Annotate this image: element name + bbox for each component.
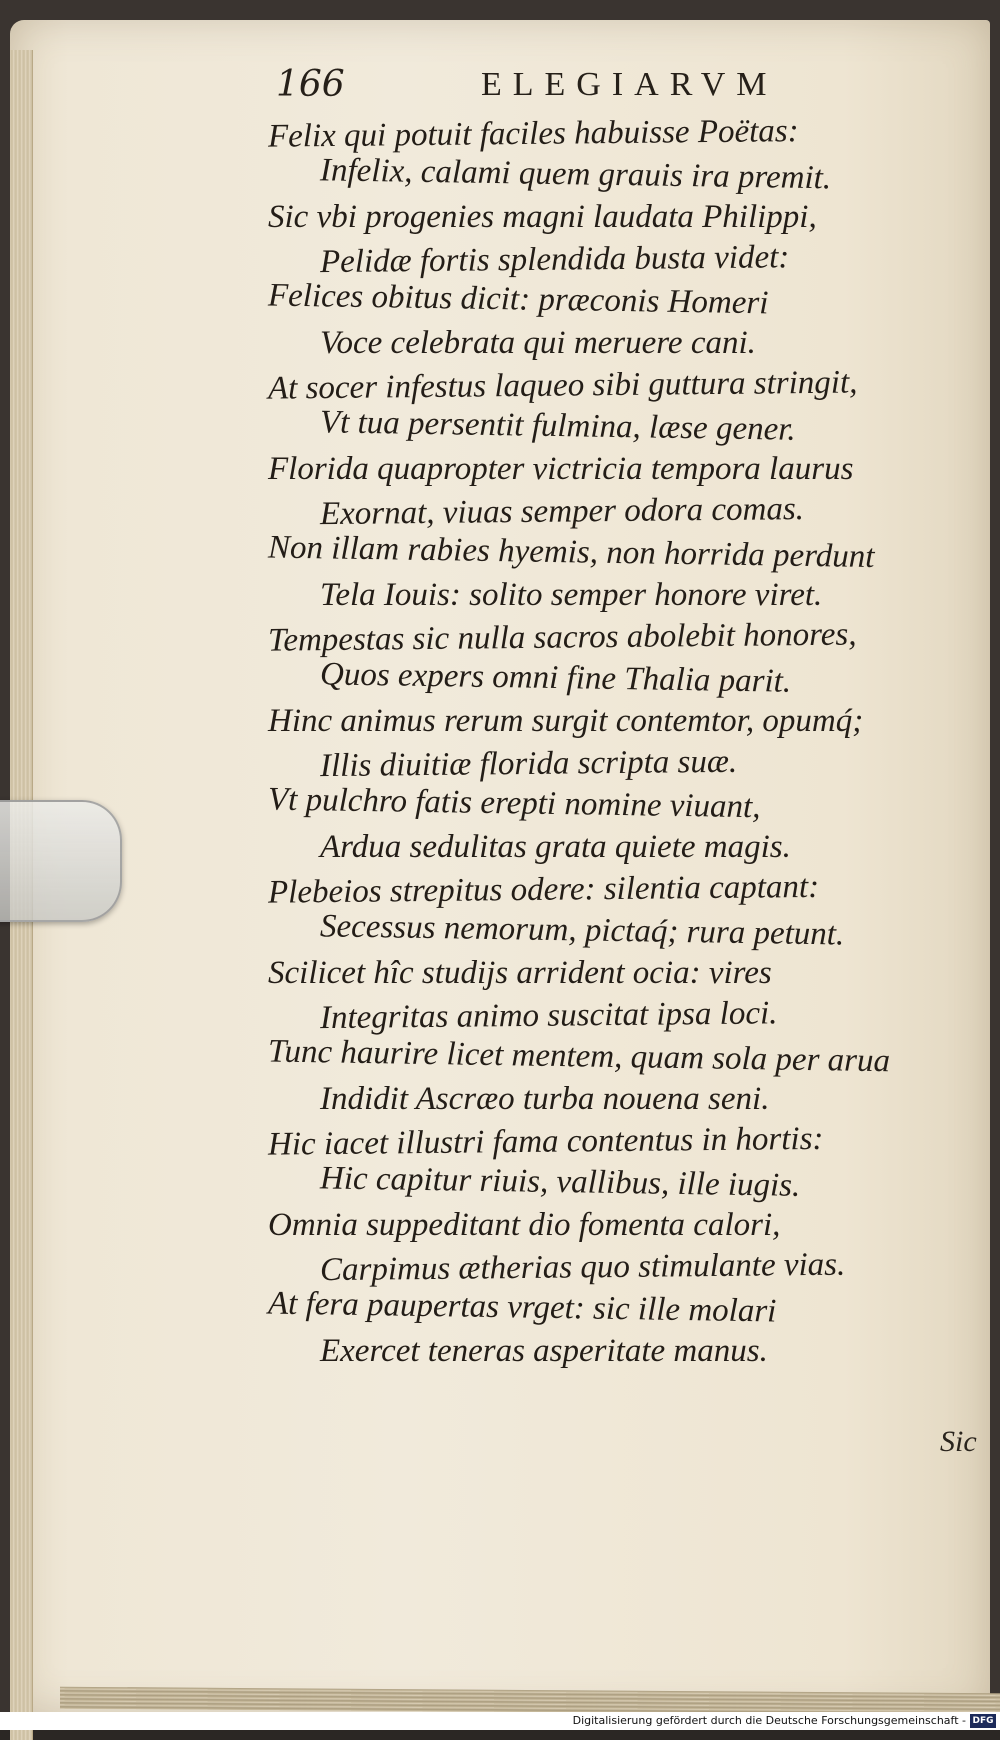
verse-line: Illis diuitiæ florida scripta suæ. [319, 743, 738, 785]
verse-line: At socer infestus laqueo sibi guttura stringit, [267, 364, 858, 407]
verse-line: Carpimus ætherias quo stimulante vias. [319, 1246, 846, 1289]
running-title: ELEGIARVM [481, 66, 778, 103]
verse-line: Infelix, calami quem grauis ira premit. [319, 152, 832, 197]
footer-bar [0, 1712, 1000, 1730]
verse-line: Vt pulchro fatis erepti nomine viuant, [267, 781, 761, 826]
verse-line: Quos expers omni fine Thalia parit. [319, 656, 792, 700]
verse-line: Exercet teneras asperitate manus. [320, 1333, 768, 1369]
verse-line: Sic vbi progenies magni laudata Philippi, [268, 199, 817, 235]
verse-line: Non illam rabies hyemis, non horrida perdunt [267, 529, 875, 576]
verse-line: Scilicet hîc studijs arrident ocia: vires [268, 955, 772, 991]
dfg-logo: DFG [970, 1714, 996, 1728]
verse-line: Pelidæ fortis splendida busta videt: [319, 239, 790, 281]
verse-line: Tela Iouis: solito semper honore viret. [320, 577, 823, 613]
verse-line: Tempestas sic nulla sacros abolebit honores, [267, 616, 857, 659]
verse-line: Integritas animo suscitat ipsa loci. [319, 995, 778, 1037]
running-head [276, 64, 836, 114]
footer-credit: Digitalisierung gefördert durch die Deutsche Forschungsgemeinschaft - [572, 1714, 966, 1727]
page-number: 166 [276, 64, 345, 105]
verse-line: Voce celebrata qui meruere cani. [320, 325, 756, 361]
catchword: Sic [940, 1425, 977, 1458]
plastic-clip [0, 800, 122, 922]
verse-line: Hic iacet illustri fama contentus in hortis: [267, 1120, 824, 1163]
verse-line: Ardua sedulitas grata quiete magis. [320, 829, 791, 865]
verse-block [268, 112, 968, 1372]
verse-line: Felix qui potuit faciles habuisse Poëtas: [267, 113, 799, 155]
verse-line: Secessus nemorum, pictaq́; rura petunt. [319, 908, 845, 953]
verse-line: Exornat, viuas semper odora comas. [319, 491, 805, 533]
verse-line: Plebeios strepitus odere: silentia captant: [267, 868, 820, 911]
verse-line: At fera paupertas vrget: sic ille molari [267, 1285, 777, 1330]
verse-line: Hic capitur riuis, vallibus, ille iugis. [319, 1160, 801, 1204]
verse-line: Indidit Ascræo turba nouena seni. [320, 1081, 770, 1117]
verse-line: Tunc haurire licet mentem, quam sola per arua [267, 1033, 891, 1080]
verse-line: Florida quapropter victricia tempora laurus [268, 451, 854, 487]
verse-line: Hinc animus rerum surgit contemtor, opumq́; [268, 703, 864, 739]
verse-line: Omnia suppeditant dio fomenta calori, [268, 1207, 781, 1243]
verse-line: Vt tua persentit fulmina, læse gener. [319, 404, 796, 448]
verse-line: Felices obitus dicit: præconis Homeri [267, 277, 769, 322]
